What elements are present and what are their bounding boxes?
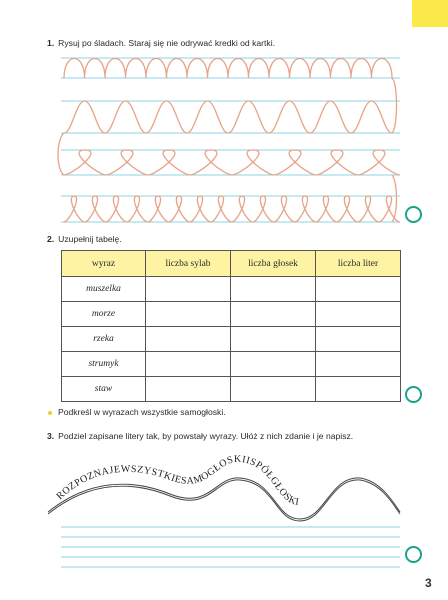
answer-cell[interactable]: [231, 352, 316, 377]
word-cell: muszelka: [62, 277, 146, 302]
page-number: 3: [425, 576, 432, 590]
table-row: [62, 327, 401, 352]
word-cell: strumyk: [62, 352, 146, 377]
answer-cell[interactable]: [231, 302, 316, 327]
answer-cell[interactable]: [231, 277, 316, 302]
task3-title: [47, 431, 353, 442]
answer-cell[interactable]: [146, 327, 231, 352]
header-letters: liczba liter: [316, 251, 401, 277]
table-header-row: [62, 251, 401, 277]
task1-number: 1.: [47, 38, 55, 48]
check-circle-icon[interactable]: [405, 206, 422, 223]
letter-wave: [48, 454, 400, 521]
answer-cell[interactable]: [146, 352, 231, 377]
answer-cell[interactable]: [146, 277, 231, 302]
trace-loops: [64, 150, 400, 175]
check-circle-icon[interactable]: [405, 546, 422, 563]
writing-lines: [61, 527, 400, 567]
answer-cell[interactable]: [316, 277, 401, 302]
answer-cell[interactable]: [231, 377, 316, 402]
task2-number: 2.: [47, 234, 55, 244]
table-row: [62, 352, 401, 377]
task2-instruction: Uzupełnij tabelę.: [58, 234, 122, 244]
answer-cell[interactable]: [146, 377, 231, 402]
answer-cell[interactable]: [231, 327, 316, 352]
check-circle-icon[interactable]: [405, 386, 422, 403]
table-row: [62, 377, 401, 402]
header-word: wyraz: [62, 251, 146, 277]
answer-cell[interactable]: [316, 327, 401, 352]
table-row: [62, 302, 401, 327]
answer-cell[interactable]: [146, 302, 231, 327]
table-row: [62, 277, 401, 302]
trace-bumps: [64, 101, 392, 133]
task1-instruction: Rysuj po śladach. Staraj się nie odrywać kredki od kartki.: [58, 38, 276, 48]
task3-instruction: Podziel zapisane litery tak, by powstały wyrazy. Ułóż z nich zdanie i je napisz.: [58, 431, 354, 441]
bullet-dot-icon: [48, 411, 52, 415]
word-cell: staw: [62, 377, 146, 402]
answer-cell[interactable]: [316, 377, 401, 402]
trace-arches: [64, 59, 392, 79]
answer-cell[interactable]: [316, 352, 401, 377]
task2-title: [47, 234, 122, 245]
header-syllables: liczba sylab: [146, 251, 231, 277]
trace-paths: [58, 59, 400, 223]
answer-cell[interactable]: [316, 302, 401, 327]
trace-small-loops: [64, 196, 400, 222]
task3-number: 3.: [47, 431, 55, 441]
word-cell: morze: [62, 302, 146, 327]
header-phonemes: liczba głosek: [231, 251, 316, 277]
wave-letters: ROZPOZNAJEWSZYSTKIESAMOGŁOSKIISPÓŁGŁOSKI: [54, 453, 300, 509]
bullet-note-text: Podkreśl w wyrazach wszystkie samogłoski.: [58, 407, 226, 417]
word-cell: rzeka: [62, 327, 146, 352]
bullet-note: [48, 407, 226, 417]
syllable-table: [61, 250, 401, 402]
